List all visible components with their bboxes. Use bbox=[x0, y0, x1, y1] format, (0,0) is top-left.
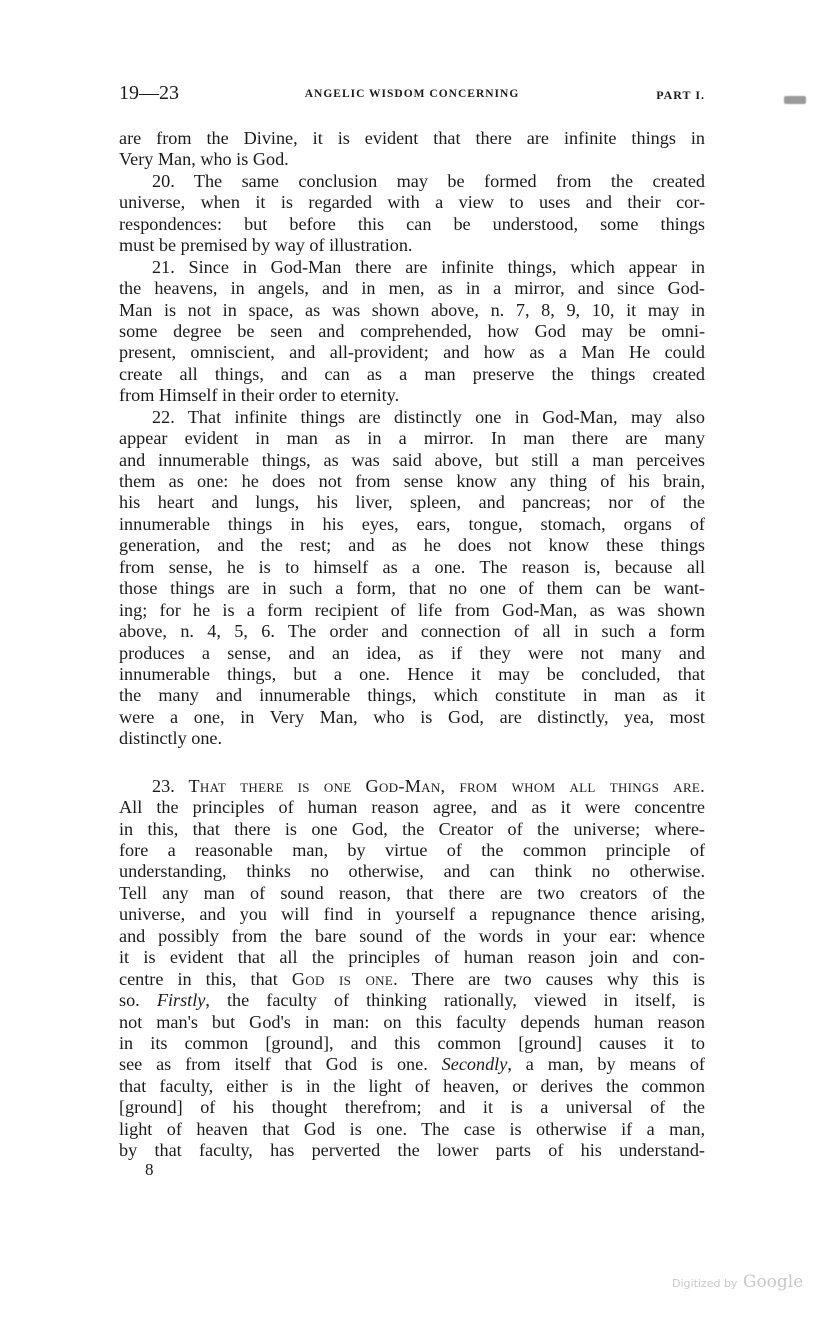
text-line: distinctly one. bbox=[119, 728, 223, 749]
running-header bbox=[119, 82, 705, 106]
text-line bbox=[119, 990, 705, 1011]
text-line: [ground] of his thought therefrom; and it is a universal of the bbox=[119, 1097, 705, 1118]
text-line: Tell any man of sound reason, that there are two creators of the bbox=[119, 882, 705, 903]
paragraph bbox=[119, 171, 705, 257]
text-segment: centre in this, that bbox=[119, 968, 292, 989]
text-segment: see as from itself that God is one. bbox=[119, 1054, 442, 1075]
text-segment: 23. bbox=[152, 775, 189, 796]
scan-smudge bbox=[784, 96, 806, 104]
text-line: in this, that there is one God, the Creator of the universe; where- bbox=[119, 818, 705, 839]
watermark-prefix: Digitized by bbox=[672, 1277, 738, 1290]
paragraph-gap bbox=[119, 750, 705, 776]
text-line: Man is not in space, as was shown above, n. 7, 8, 9, 10, it may in bbox=[119, 299, 705, 320]
text-line bbox=[119, 1054, 705, 1075]
text-line: 22. That infinite things are distinctly one in God-Man, may also bbox=[152, 406, 705, 427]
text-line: by that faculty, has perverted the lower parts of his understand- bbox=[119, 1140, 705, 1161]
section-range: 19—23 bbox=[119, 82, 179, 104]
text-line: his heart and lungs, his liver, spleen, and pancreas; nor of the bbox=[119, 492, 705, 513]
text-line: All the principles of human reason agree, and as it were concentre bbox=[119, 797, 705, 818]
text-line: them as one: he does not from sense know any thing of his brain, bbox=[119, 471, 705, 491]
text-line: universe, when it is regarded with a view to uses and their cor- bbox=[119, 192, 705, 213]
text-line bbox=[119, 776, 705, 797]
text-line: it is evident that all the principles of human reason join and con- bbox=[119, 947, 705, 968]
text-line: above, n. 4, 5, 6. The order and connection of all in such a form bbox=[119, 621, 705, 642]
text-line: appear evident in man as in a mirror. In man there are many bbox=[119, 428, 705, 449]
text-segment: so. bbox=[119, 990, 157, 1011]
part-label: PART I. bbox=[656, 88, 705, 102]
small-caps-text: God is one. bbox=[291, 968, 398, 989]
paragraph bbox=[119, 407, 705, 750]
text-line: respondences: but before this can be understood, some things bbox=[119, 213, 705, 234]
paragraph bbox=[119, 257, 705, 407]
text-line: the many and innumerable things, which constitute in man as it bbox=[119, 685, 705, 706]
text-line: those things are in such a form, that no one of them can be want- bbox=[119, 578, 705, 599]
text-segment: , the faculty of thinking rationally, viewed in itself, is bbox=[205, 990, 706, 1011]
text-line bbox=[119, 969, 705, 990]
google-watermark bbox=[672, 1272, 803, 1292]
text-segment: , a man, by means of bbox=[507, 1054, 705, 1075]
text-line: 21. Since in God-Man there are infinite things, which appear in bbox=[152, 256, 705, 277]
signature-mark: 8 bbox=[145, 1160, 154, 1179]
paragraph bbox=[119, 128, 705, 171]
text-line: produces a sense, and an idea, as if they were not many and bbox=[119, 642, 705, 663]
text-line: Very Man, who is God. bbox=[119, 149, 289, 170]
running-title: ANGELIC WISDOM CONCERNING bbox=[304, 88, 520, 100]
text-line: were a one, in Very Man, who is God, are distinctly, yea, most bbox=[119, 706, 705, 727]
text-line: 20. The same conclusion may be formed from the created bbox=[152, 170, 705, 191]
text-line: fore a reasonable man, by virtue of the common principle of bbox=[119, 840, 705, 860]
page-body-text bbox=[119, 128, 705, 1162]
text-line: and innumerable things, as was said above, but still a man perceives bbox=[119, 449, 705, 470]
text-line: in its common [ground], and this common [ground] causes it to bbox=[119, 1032, 705, 1053]
text-line: innumerable things in his eyes, ears, tongue, stomach, organs of bbox=[119, 513, 705, 534]
text-line: present, omniscient, and all-provident; and how as a Man He could bbox=[119, 342, 705, 363]
text-line: ing; for he is a form recipient of life from God-Man, as was shown bbox=[119, 599, 705, 620]
text-line: innumerable things, but a one. Hence it may be concluded, that bbox=[119, 663, 705, 684]
text-line: some degree be seen and comprehended, how God may be omni- bbox=[119, 320, 705, 341]
text-line: must be premised by way of illustration. bbox=[119, 235, 413, 256]
text-segment: There are two causes why this is bbox=[397, 968, 705, 989]
watermark-brand: Google bbox=[742, 1272, 804, 1292]
text-line: and possibly from the bare sound of the words in your ear: whence bbox=[119, 925, 705, 946]
text-line: that faculty, either is in the light of heaven, or derives the common bbox=[119, 1075, 705, 1096]
text-line: are from the Divine, it is evident that there are infinite things in bbox=[119, 128, 705, 148]
text-line: light of heaven that God is one. The case is otherwise if a man, bbox=[119, 1118, 705, 1139]
small-caps-text: That there is one God-Man, from whom all things are. bbox=[188, 775, 706, 796]
text-line: from Himself in their order to eternity. bbox=[119, 385, 400, 406]
text-line: understanding, thinks no otherwise, and can think no otherwise. bbox=[119, 861, 705, 882]
paragraph bbox=[119, 776, 705, 1162]
italic-text: Secondly bbox=[441, 1054, 508, 1075]
text-line: create all things, and can as a man preserve the things created bbox=[119, 363, 705, 384]
text-line: generation, and the rest; and as he does not know these things bbox=[119, 535, 705, 556]
text-line: the heavens, in angels, and in men, as in a mirror, and since God- bbox=[119, 278, 705, 299]
text-line: universe, and you will find in yourself a repugnance thence arising, bbox=[119, 904, 705, 925]
text-line: not man's but God's in man: on this faculty depends human reason bbox=[119, 1011, 705, 1032]
text-line: from sense, he is to himself as a one. The reason is, because all bbox=[119, 556, 705, 577]
italic-text: Firstly bbox=[156, 990, 206, 1011]
